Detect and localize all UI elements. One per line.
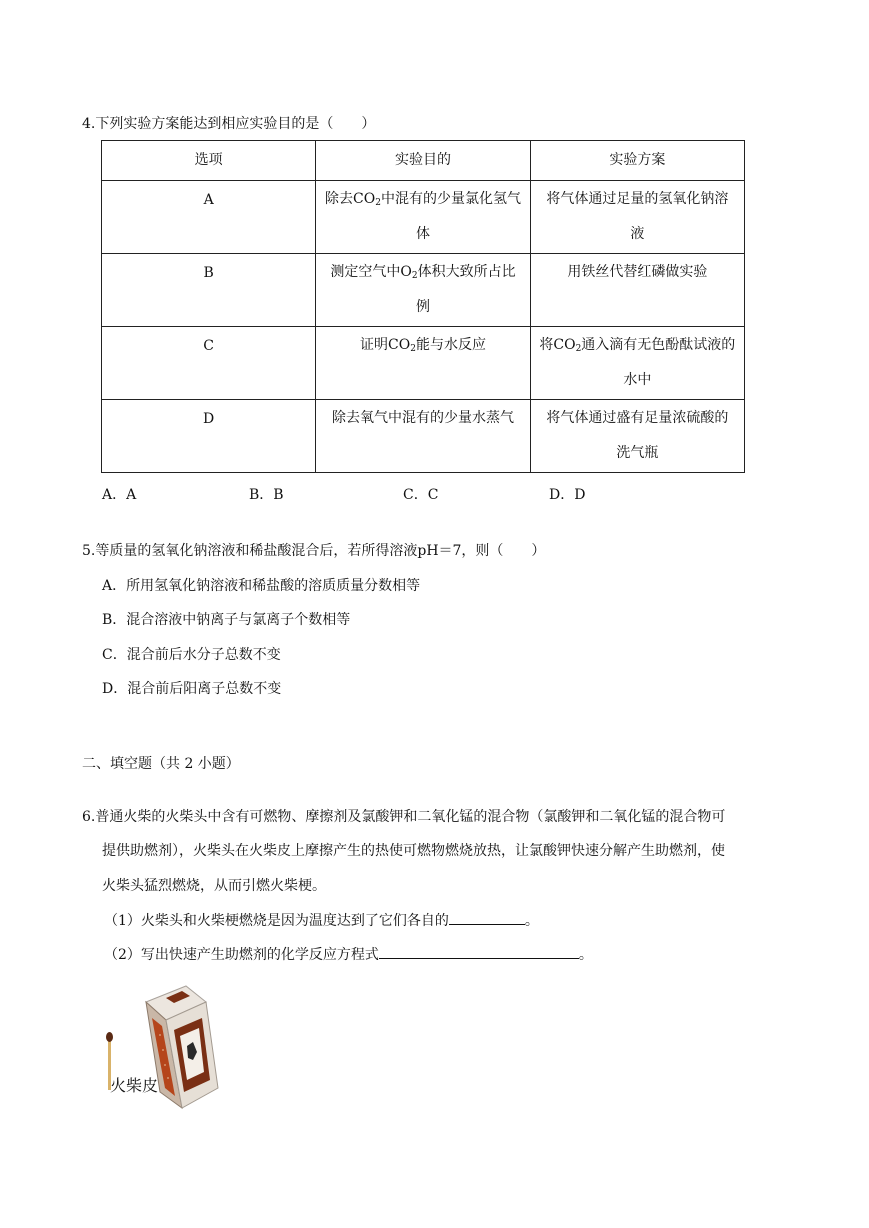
table-row	[102, 254, 745, 327]
q4-table	[101, 140, 745, 473]
q6-stem-line-1: 6.普通火柴的火柴头中含有可燃物、摩擦剂及氯酸钾和二氧化锰的混合物（氯酸钾和二氧化锰的混合物可	[82, 809, 726, 825]
row-purpose: 测定空气中$O_2$体积大致所占比 例	[316, 254, 530, 327]
header-plan: 实验方案	[530, 141, 744, 181]
q5-option-d[interactable]: D．混合前后阳离子总数不变	[102, 681, 282, 697]
section-heading: 二、填空题（共 2 小题）	[82, 756, 240, 772]
row-option: D	[102, 400, 316, 473]
header-option: 选项	[102, 141, 316, 181]
row-plan: 将$CO_2$通入滴有无色酚酞试液的 水中	[530, 327, 744, 400]
row-purpose: 证明$CO_2$能与水反应	[316, 327, 530, 400]
q5-stem: 5.等质量的氢氧化钠溶液和稀盐酸混合后，若所得溶液pH＝7，则（ ）	[82, 543, 546, 559]
q4-choice-c[interactable]: C．C	[403, 487, 439, 503]
row-plan: 将气体通过盛有足量浓硫酸的 洗气瓶	[530, 400, 744, 473]
row-option: A	[102, 181, 316, 254]
row-plan: 用铁丝代替红磷做实验	[530, 254, 744, 327]
table-row	[102, 400, 745, 473]
row-plan: 将气体通过足量的氢氧化钠溶 液	[530, 181, 744, 254]
q6-sub2: （2）写出快速产生助燃剂的化学反应方程式 。	[104, 943, 593, 964]
row-purpose: 除去氧气中混有的少量水蒸气	[316, 400, 530, 473]
q5-option-b[interactable]: B．混合溶液中钠离子与氯离子个数相等	[102, 612, 351, 628]
table-row	[102, 327, 745, 400]
row-option: B	[102, 254, 316, 327]
q6-stem-line-2: 提供助燃剂），火柴头在火柴皮上摩擦产生的热使可燃物燃烧放热，让氯酸钾快速分解产生助燃剂，使	[102, 843, 725, 859]
q5-option-c[interactable]: C．混合前后水分子总数不变	[102, 647, 281, 663]
q4-choice-b[interactable]: B．B	[249, 487, 284, 503]
q4-choice-d[interactable]: D．D	[549, 487, 586, 503]
q5-option-a[interactable]: A．所用氢氧化钠溶液和稀盐酸的溶质质量分数相等	[102, 578, 421, 594]
row-option: C	[102, 327, 316, 400]
q6-sub1: （1）火柴头和火柴梗燃烧是因为温度达到了它们各自的 。	[104, 909, 539, 930]
q6-stem-line-3: 火柴头猛烈燃烧，从而引燃火柴梗。	[102, 878, 326, 894]
answer-blank-2[interactable]	[379, 943, 579, 959]
answer-blank-1[interactable]	[449, 909, 525, 925]
q4-stem: 4.下列实验方案能达到相应实验目的是（ ）	[82, 116, 376, 132]
row-purpose: 除去$CO_2$中混有的少量氯化氢气 体	[316, 181, 530, 254]
table-row	[102, 181, 745, 254]
figure-label: 火柴皮	[110, 1076, 159, 1095]
q4-choice-a[interactable]: A．A	[102, 487, 137, 503]
header-purpose: 实验目的	[316, 141, 530, 181]
